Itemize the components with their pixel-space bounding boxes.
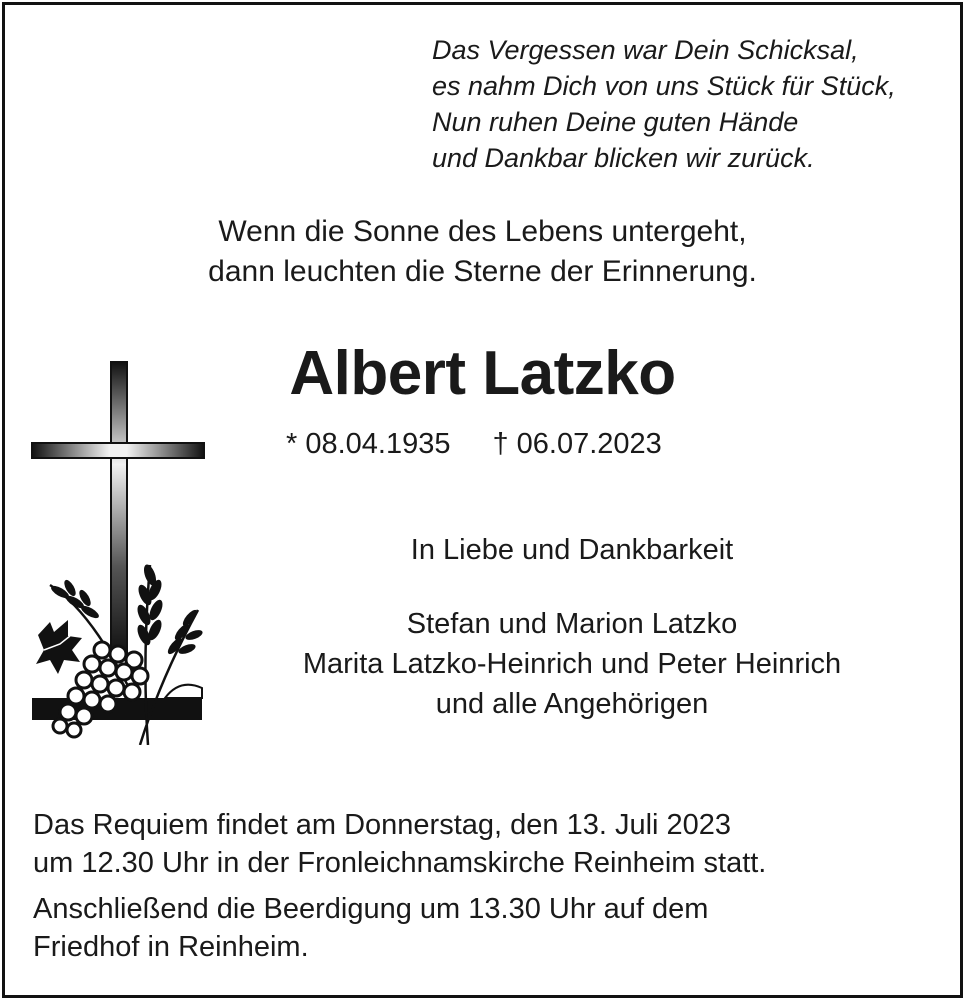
mourner-line: Stefan und Marion Latzko — [406, 608, 738, 640]
memorial-quote — [0, 212, 965, 292]
service-line: Das Requiem findet am Donnerstag, den 13. Juli 2023 — [33, 809, 732, 841]
poem-line: Nun ruhen Deine guten Hände — [432, 107, 799, 137]
deceased-name: Albert Latzko — [289, 339, 676, 408]
mourner-line: Marita Latzko-Heinrich und Peter Heinrich — [302, 648, 842, 680]
poem-line: und Dankbar blicken wir zurück. — [432, 143, 815, 173]
poem-line: es nahm Dich von uns Stück für Stück, — [432, 71, 896, 101]
quote-line: Wenn die Sonne des Lebens untergeht, — [218, 215, 747, 248]
cross-with-wheat-and-grapes-icon — [30, 360, 215, 745]
mourner-line: und alle Angehörigen — [435, 688, 709, 720]
poem-line: Das Vergessen war Dein Schicksal, — [432, 35, 859, 65]
life-dates — [286, 424, 662, 464]
poem — [432, 32, 896, 176]
service-line: Friedhof in Reinheim. — [33, 931, 309, 963]
thanks-line: In Liebe und Dankbarkeit — [410, 534, 734, 566]
death-date: † 06.07.2023 — [492, 428, 662, 460]
service-line: um 12.30 Uhr in der Fronleichnamskirche Reinheim statt. — [33, 847, 767, 879]
service-info — [33, 806, 766, 966]
quote-line: dann leuchten die Sterne der Erinnerung. — [208, 255, 757, 288]
birth-date: * 08.04.1935 — [286, 428, 451, 460]
service-line: Anschließend die Beerdigung um 13.30 Uhr auf dem — [33, 893, 709, 925]
